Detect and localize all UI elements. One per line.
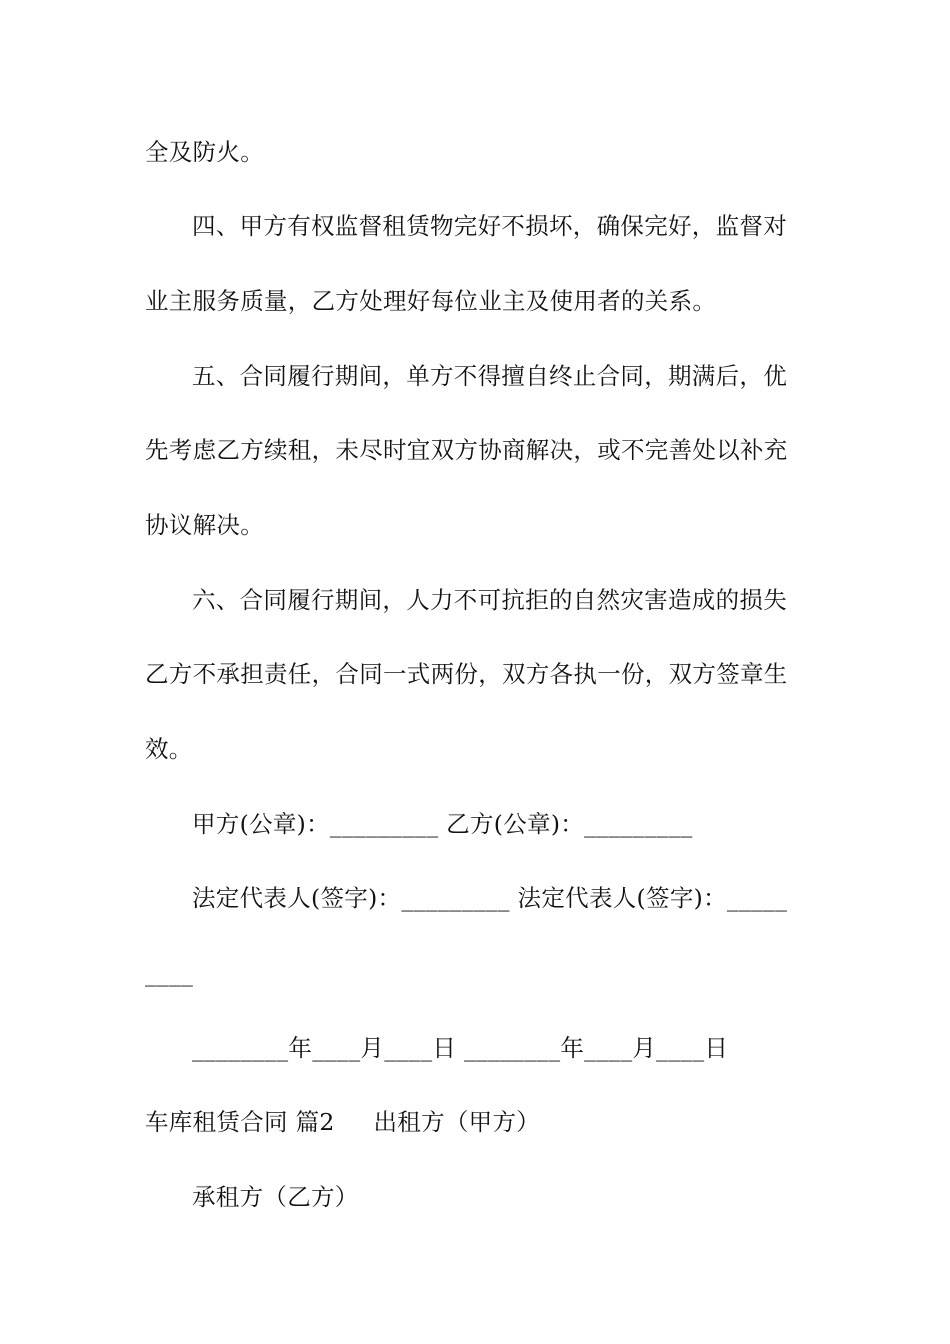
signature-line-representative: 法定代表人(签字)：_________ 法定代表人(签字)：_____ [192,884,788,912]
date-line: ________年____月____日 ________年____月____日 [192,1034,729,1062]
signature-line-continuation: ____ [145,959,194,987]
paragraph-line: 效。 [145,735,193,763]
paragraph-line: 协议解决。 [145,511,264,539]
signature-line-seal: 甲方(公章)：_________ 乙方(公章)：_________ [192,810,693,838]
section-heading: 车库租赁合同 篇2 出租方（甲方） [145,1108,541,1136]
paragraph-line: 先考虑乙方续租，未尽时宜双方协商解决，或不完善处以补充 [145,436,788,464]
party-line: 承租方（乙方） [192,1183,359,1211]
paragraph-line: 业主服务质量，乙方处理好每位业主及使用者的关系。 [145,287,717,315]
paragraph-line: 全及防火。 [145,138,264,166]
paragraph-line: 五、合同履行期间，单方不得擅自终止合同，期满后，优 [192,362,787,390]
paragraph-line: 乙方不承担责任，合同一式两份，双方各执一份，双方签章生 [145,660,788,688]
paragraph-line: 六、合同履行期间，人力不可抗拒的自然灾害造成的损失 [192,586,787,614]
paragraph-line: 四、甲方有权监督租赁物完好不损坏，确保完好，监督对 [192,212,787,240]
